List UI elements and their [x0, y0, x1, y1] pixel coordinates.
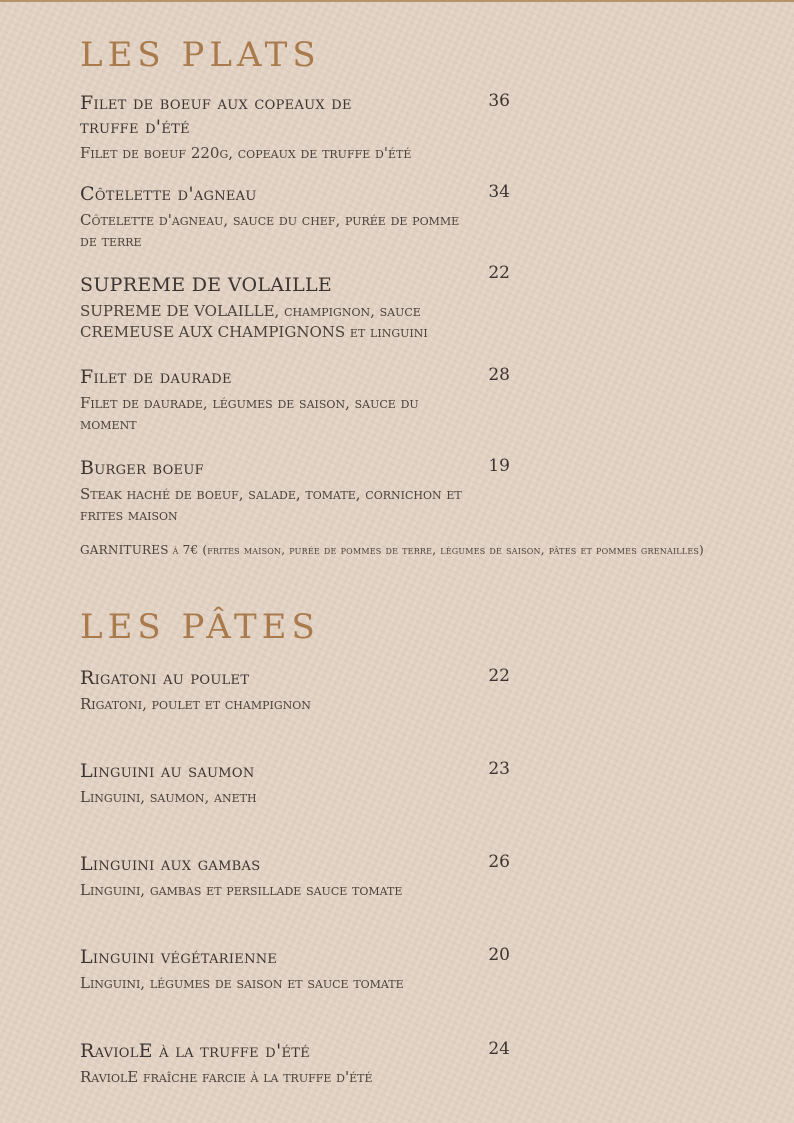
- menu-item: [80, 666, 510, 715]
- item-price: 24: [488, 1039, 510, 1059]
- item-description: Filet de boeuf 220g, copeaux de truffe d'été: [80, 144, 412, 162]
- item-price: 23: [488, 759, 510, 779]
- item-description: Linguini, gambas et persillade sauce tomate: [80, 881, 403, 899]
- section-title-pates: LES PÂTES: [80, 607, 320, 647]
- item-description: Filet de daurade, légumes de saison, sauce du moment: [80, 394, 419, 433]
- item-name: Linguini aux gambas: [80, 853, 261, 875]
- item-name: Linguini végétarienne: [80, 946, 278, 968]
- menu-item: [80, 91, 510, 164]
- item-name: Rigatoni au poulet: [80, 667, 250, 689]
- section-title-plats: LES PLATS: [80, 35, 321, 75]
- item-price: 34: [488, 182, 510, 202]
- item-price: 36: [488, 91, 510, 111]
- item-description: Rigatoni, poulet et champignon: [80, 695, 311, 713]
- menu-item: [80, 1039, 510, 1088]
- menu-item: [80, 182, 510, 252]
- item-name: Côtelette d'agneau: [80, 183, 257, 205]
- menu-item: [80, 263, 510, 343]
- item-price: 28: [488, 365, 510, 385]
- item-description: SUPREME DE VOLAILLE, champignon, sauce CREMEUSE AUX CHAMPIGNONS et linguini: [80, 302, 428, 341]
- garnitures-note: GARNITURES à 7€ (frites maison, purée de pommes de terre, légumes de saison, pâtes et pommes grenailles): [80, 543, 704, 557]
- top-divider: [0, 0, 794, 2]
- item-name: Filet de daurade: [80, 366, 232, 388]
- item-price: 26: [488, 852, 510, 872]
- menu-item: [80, 456, 510, 526]
- item-name: Burger boeuf: [80, 457, 204, 479]
- item-name: SUPREME DE VOLAILLE: [80, 274, 333, 296]
- item-description: Côtelette d'agneau, sauce du chef, purée de pomme de terre: [80, 211, 460, 250]
- item-description: Linguini, légumes de saison et sauce tomate: [80, 974, 404, 992]
- item-price: 20: [488, 945, 510, 965]
- menu-item: [80, 852, 510, 901]
- item-price: 22: [488, 263, 510, 283]
- menu-item: [80, 759, 510, 808]
- item-name: Linguini au saumon: [80, 760, 255, 782]
- menu-item: [80, 365, 510, 435]
- item-description: RaviolE fraîche farcie à la truffe d'été: [80, 1068, 373, 1086]
- item-name: Filet de boeuf aux copeaux de truffe d'été: [80, 92, 352, 138]
- menu-item: [80, 945, 510, 994]
- item-description: Steak haché de boeuf, salade, tomate, cornichon et frites maison: [80, 485, 462, 524]
- item-price: 19: [488, 456, 510, 476]
- item-name: RaviolE à la truffe d'été: [80, 1040, 311, 1062]
- item-description: Linguini, saumon, aneth: [80, 788, 257, 806]
- item-price: 22: [488, 666, 510, 686]
